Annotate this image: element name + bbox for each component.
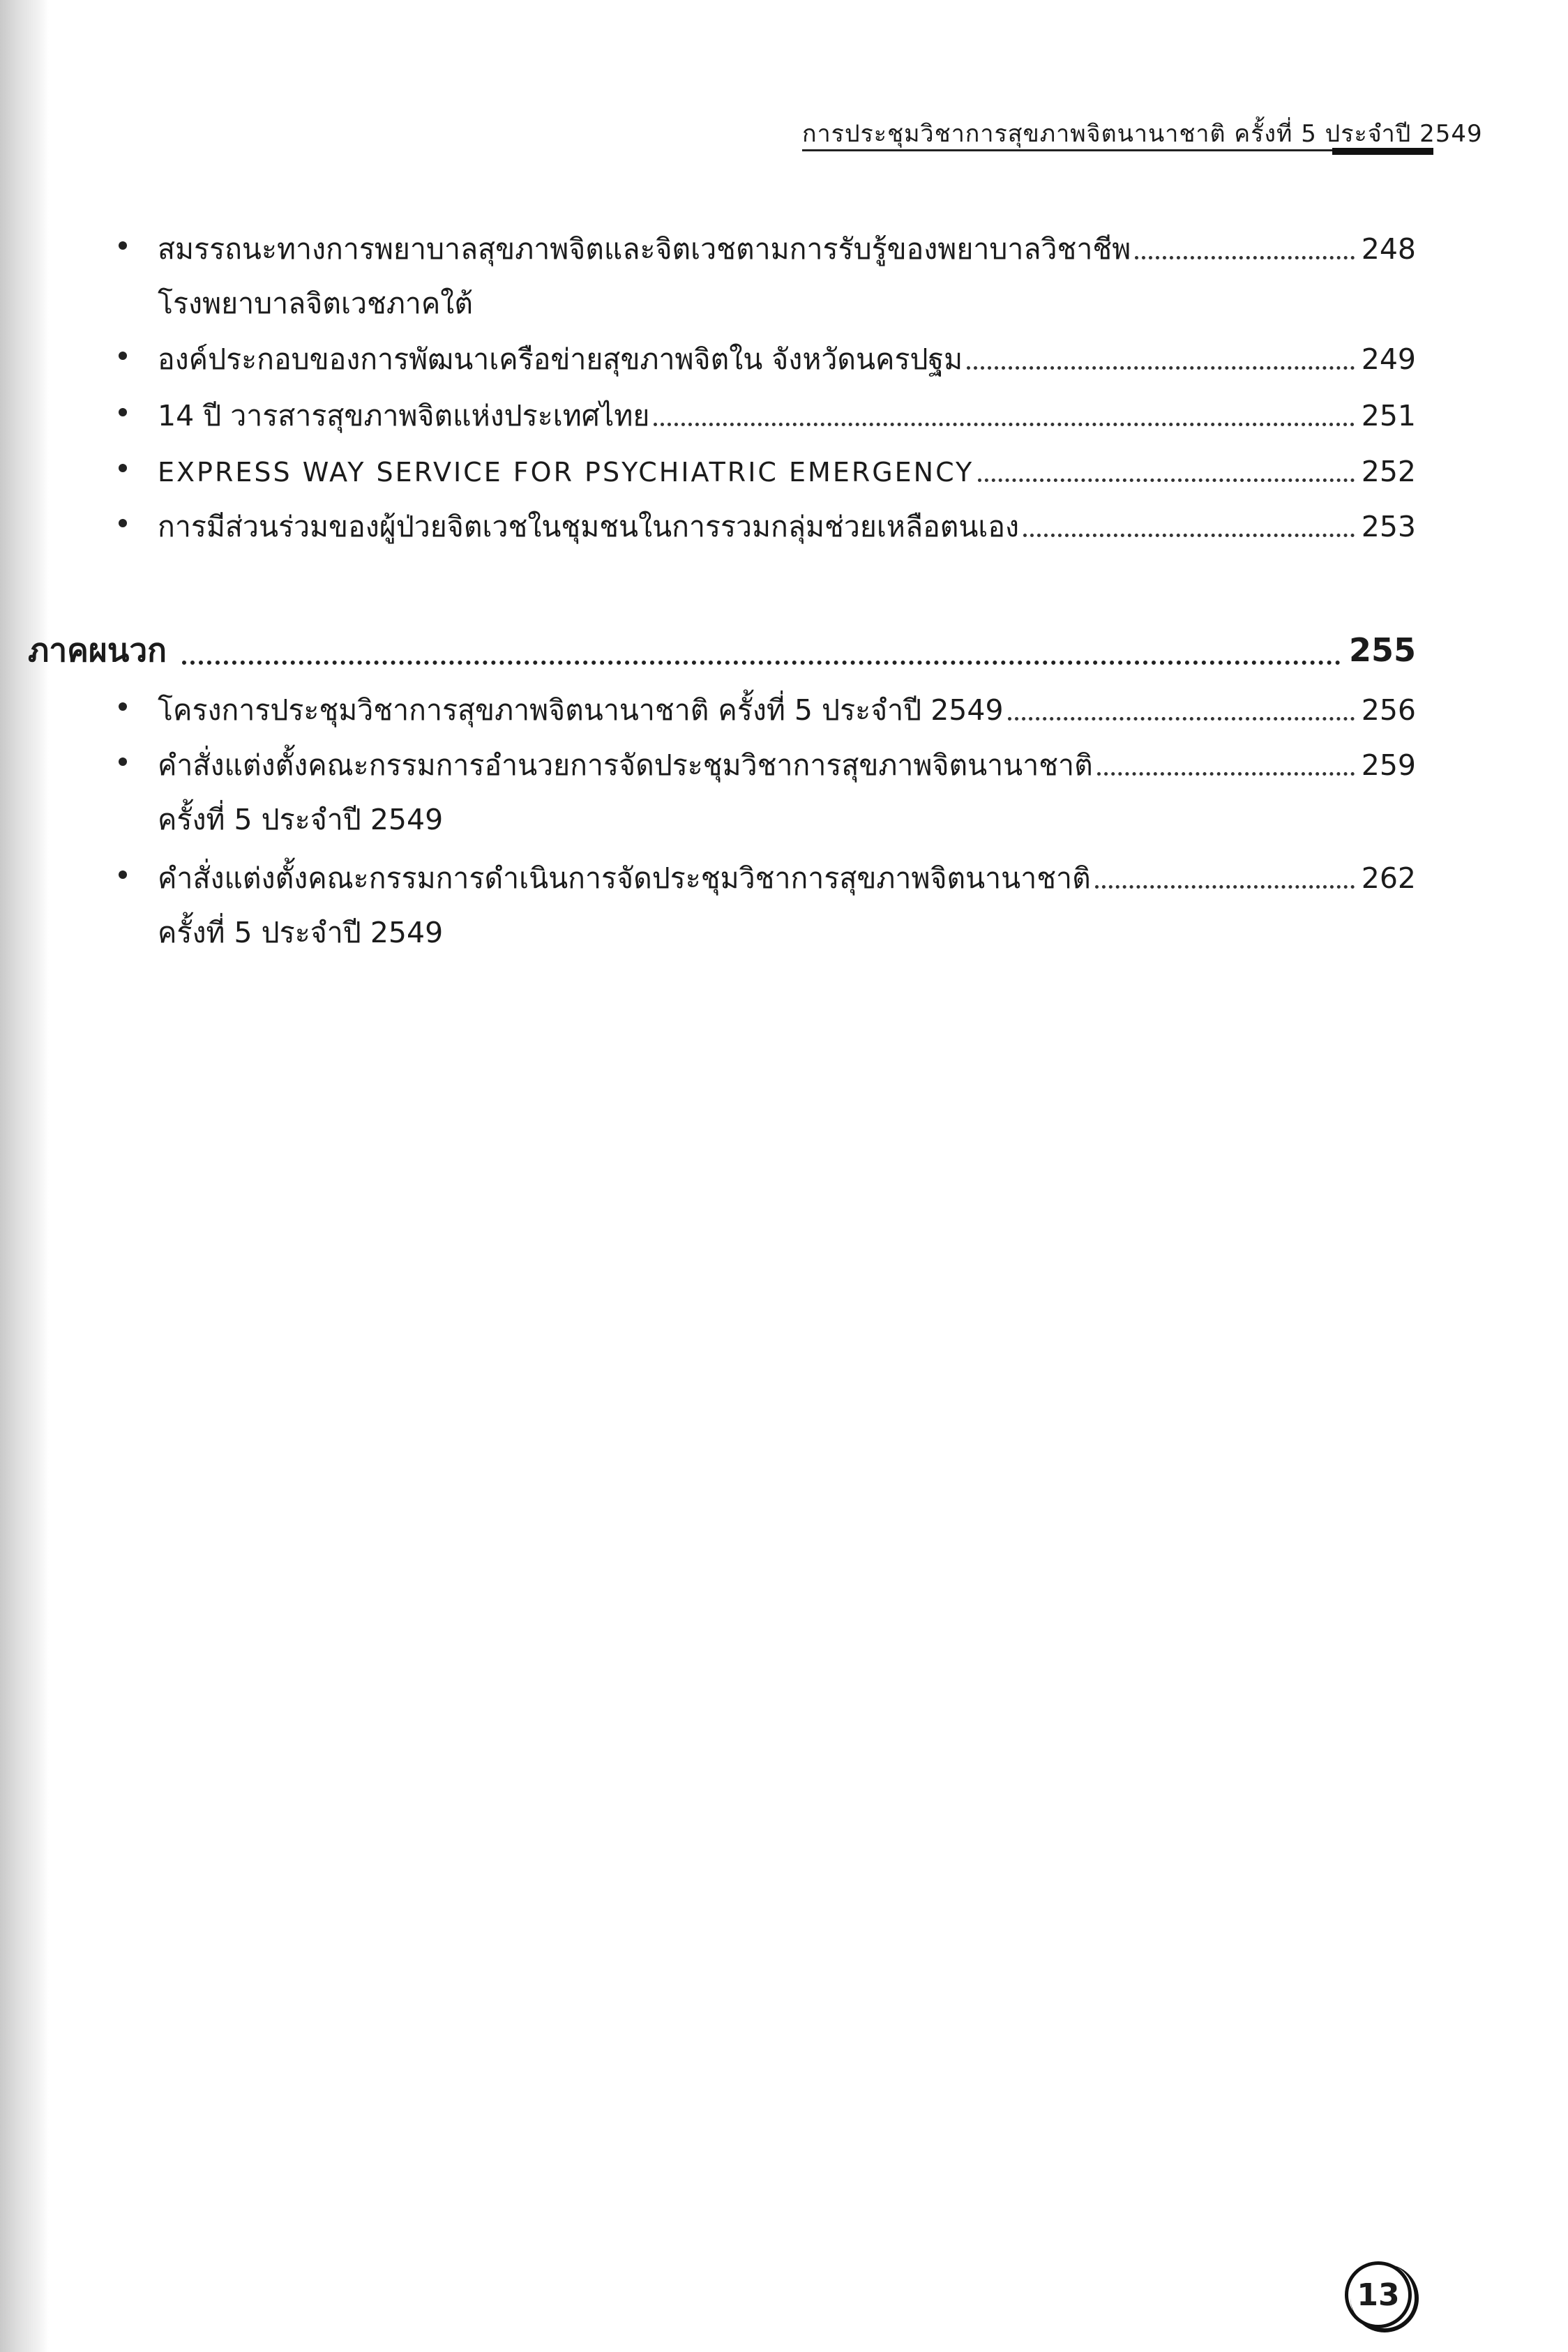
dot-leader [978, 478, 1355, 482]
dot-leader [182, 661, 1341, 665]
toc-entry-page: 253 [1361, 510, 1416, 543]
running-header: การประชุมวิชาการสุขภาพจิตนานาชาติ ครั้งที่ 5 ประจำปี 2549 [802, 120, 1483, 148]
toc-entry-title: EXPRESS WAY SERVICE FOR PSYCHIATRIC EMERGENCY [158, 457, 974, 488]
toc-entry-title: 14 ปี วารสารสุขภาพจิตแห่งประเทศไทย [158, 399, 650, 432]
section-title: ภาคผนวก [28, 631, 167, 669]
bullet-icon [119, 241, 127, 250]
toc-entry-page: 252 [1361, 455, 1416, 488]
toc-entry-page: 251 [1361, 399, 1416, 432]
bullet-icon [119, 702, 127, 711]
toc-entry-page: 262 [1361, 861, 1416, 895]
toc-entry-page: 256 [1361, 693, 1416, 727]
dot-leader [1023, 534, 1355, 537]
toc-entry-page: 259 [1361, 748, 1416, 782]
page-number: 13 [1345, 2261, 1412, 2328]
bullet-icon [119, 519, 127, 527]
toc-entry-page: 249 [1361, 342, 1416, 376]
bullet-icon [119, 464, 127, 472]
section-page: 255 [1348, 631, 1416, 669]
header-accent-bar [1332, 148, 1433, 155]
dot-leader [1097, 772, 1355, 776]
dot-leader [1095, 885, 1355, 889]
toc-entry-title: คำสั่งแต่งตั้งคณะกรรมการดำเนินการจัดประชุมวิชาการสุขภาพจิตนานาชาติ [158, 861, 1091, 895]
toc-entry-continuation: ครั้งที่ 5 ประจำปี 2549 [158, 916, 444, 949]
dot-leader [1008, 717, 1355, 721]
toc-entry-continuation: ครั้งที่ 5 ประจำปี 2549 [158, 803, 444, 836]
toc-entry-title: การมีส่วนร่วมของผู้ป่วยจิตเวชในชุมชนในการรวมกลุ่มช่วยเหลือตนเอง [158, 510, 1020, 543]
toc-entry-title: สมรรถนะทางการพยาบาลสุขภาพจิตและจิตเวชตามการรับรู้ของพยาบาลวิชาชีพ [158, 232, 1131, 266]
bullet-icon [119, 757, 127, 766]
toc-entry-title: คำสั่งแต่งตั้งคณะกรรมการอำนวยการจัดประชุมวิชาการสุขภาพจิตนานาชาติ [158, 748, 1093, 782]
page-edge-shadow [0, 0, 49, 2352]
dot-leader [1135, 256, 1354, 259]
toc-entry-title: โครงการประชุมวิชาการสุขภาพจิตนานาชาติ ครั้งที่ 5 ประจำปี 2549 [158, 693, 1004, 727]
dot-leader [654, 423, 1354, 426]
toc-section-appendix[interactable] [28, 625, 1416, 681]
toc-entry-title: องค์ประกอบของการพัฒนาเครือข่ายสุขภาพจิตใน จังหวัดนครปฐม [158, 342, 963, 376]
bullet-icon [119, 352, 127, 360]
bullet-icon [119, 408, 127, 416]
toc-entry-page: 248 [1361, 232, 1416, 266]
toc-entry-continuation: โรงพยาบาลจิตเวชภาคใต้ [158, 287, 473, 320]
dot-leader [967, 366, 1355, 370]
bullet-icon [119, 870, 127, 879]
